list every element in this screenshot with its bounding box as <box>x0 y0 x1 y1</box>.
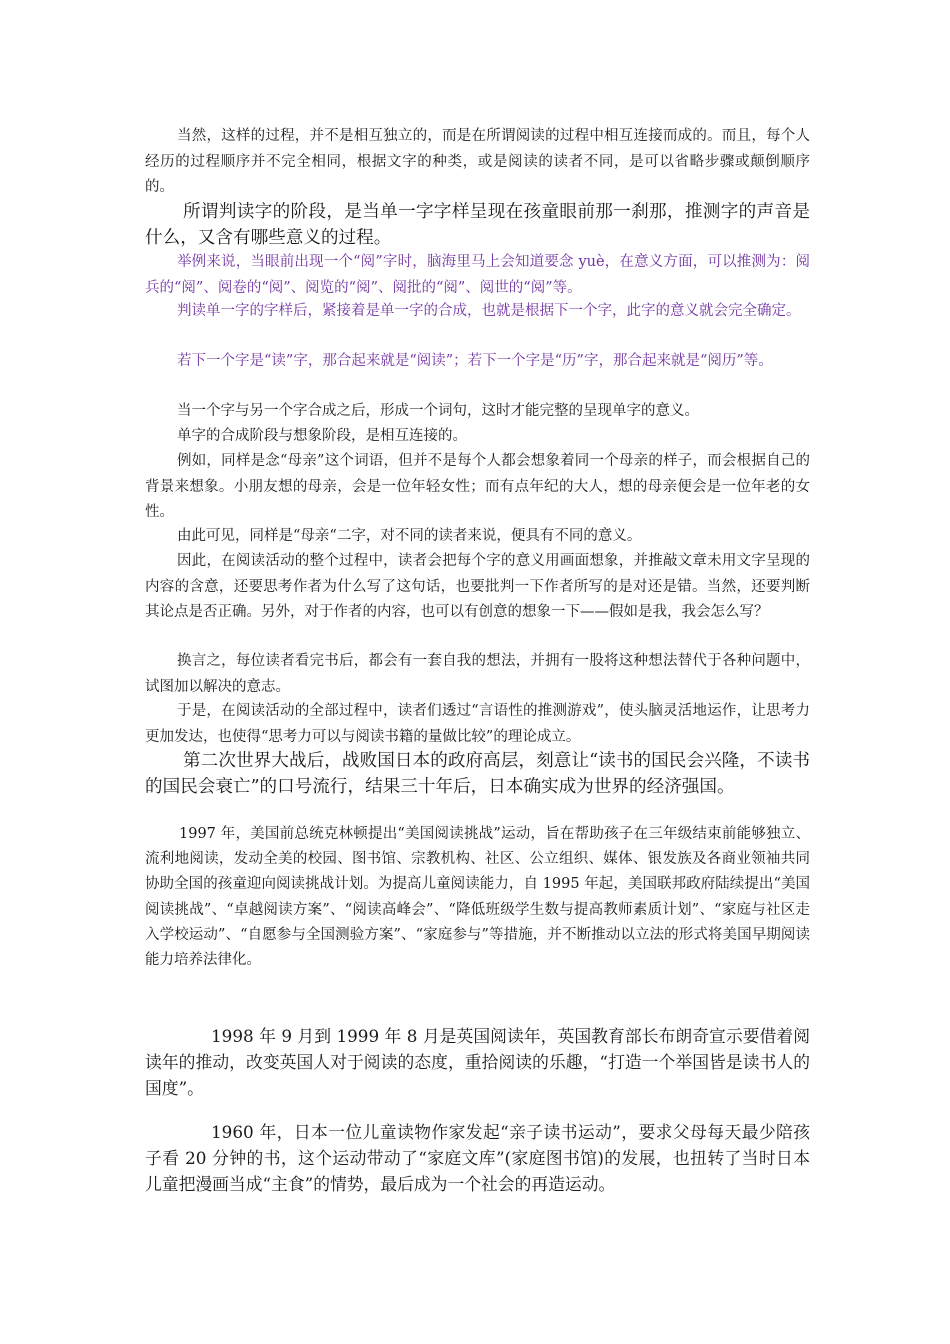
paragraph-japan-parent-child-reading: 1960 年，日本一位儿童读物作家发起“亲子读书运动”，要求父母每天最少陪孩子看 20 分钟的书，这个运动带动了“家庭文库”(家庭图书馆)的发展，也扭转了当时日本儿童把漫画当成“主食”的情势，最后成为一个社会的再造运动。 <box>145 1122 810 1194</box>
paragraph-process-overview: 当然，这样的过程，并不是相互独立的，而是在所谓阅读的过程中相互连接而成的。而且，每个人经历的过程顺序并不完全相同，根据文字的种类，或是阅读的读者不同，是可以省略步骤或颠倒顺序的。 <box>145 128 810 195</box>
paragraph-different-meanings: 由此可见，同样是“母亲“二字，对不同的读者来说，便具有不同的意义。 <box>177 528 642 544</box>
paragraph-example-yue: 举例来说，当眼前出现一个“阅”字时，脑海里马上会知道要念 yuè，在意义方面，可以推测为：阅兵的“阅”、阅卷的“阅”、阅览的“阅”、阅批的“阅”、阅世的“阅”等。 <box>145 254 810 296</box>
paragraph-reading-activity: 因此，在阅读活动的整个过程中，读者会把每个字的意义用画面想象，并推敲文章未用文字呈现的内容的含意，还要思考作者为什么写了这句话，也要批判一下作者所写的是对还是错。当然，还要判断其论点是否正确。另外，对于作者的内容，也可以有创意的想象一下——假如是我，我会怎么写？ <box>145 553 810 620</box>
paragraph-character-synthesis: 判读单一字的字样后，紧接着是单一字的合成，也就是根据下一个字，此字的意义就会完全确定。 <box>177 303 801 319</box>
paragraph-speculation-game: 于是，在阅读活动的全部过程中，读者们透过“言语性的推测游戏”，使头脑灵活地运作，让思考力更加发达，也使得“思考力可以与阅读书籍的量做比较”的理论成立。 <box>145 703 810 745</box>
paragraph-us-reading-challenge: 1997 年，美国前总统克林顿提出“美国阅读挑战”运动，旨在帮助孩子在三年级结束前能够独立、流利地阅读，发动全美的校园、图书馆、宗教机构、社区、公立组织、媒体、银发族及各商业领袖共同协助全国的孩童迎向阅读挑战计划。为提高儿童阅读能力，自 1995 年起，美国联邦政府陆续提出“美国阅读挑战”、“卓越阅读方案”、“阅读高峰会”、“降低班级学生数与提高教师素质计划”、“家庭与社区走入学校运动”、“自愿参与全国测验方案”、“家庭参与”等措施，并不断推动以立法的形式将美国早期阅读能力培养法律化。 <box>145 826 810 969</box>
paragraph-synthesis-imagination: 单字的合成阶段与想象阶段，是相互连接的。 <box>177 428 467 444</box>
paragraph-mother-example: 例如，同样是念“母亲”这个词语，但并不是每个人都会想象着同一个母亲的样子，而会根据自己的背景来想象。小朋友想的母亲，会是一位年轻女性；而有点年纪的大人，想的母亲便会是一位年老的女性。 <box>145 453 810 520</box>
paragraph-japan-postwar: 第二次世界大战后，战败国日本的政府高层，刻意让“读书的国民会兴隆，不读书的国民会衰亡”的口号流行，结果三十年后，日本确实成为世界的经济强国。 <box>145 751 810 797</box>
paragraph-uk-reading-year: 1998 年 9 月到 1999 年 8 月是英国阅读年，英国教育部长布朗奇宣示要借着阅读年的推动，改变英国人对于阅读的态度，重拾阅读的乐趣，“打造一个举国皆是读书人的国度”。 <box>145 1026 810 1098</box>
paragraph-character-judgment: 所谓判读字的阶段，是当单一字字样呈现在孩童眼前那一刹那，推测字的声音是什么，又含有哪些意义的过程。 <box>145 202 810 248</box>
paragraph-word-formation: 当一个字与另一个字合成之后，形成一个词句，这时才能完整的呈现单字的意义。 <box>177 403 699 419</box>
paragraph-next-character-example: 若下一个字是“读”字，那合起来就是“阅读”；若下一个字是“历”字，那合起来就是“阅历”等。 <box>177 353 773 369</box>
paragraph-in-other-words: 换言之，每位读者看完书后，都会有一套自我的想法，并拥有一股将这种想法替代于各种问题中，试图加以解决的意志。 <box>145 653 810 695</box>
